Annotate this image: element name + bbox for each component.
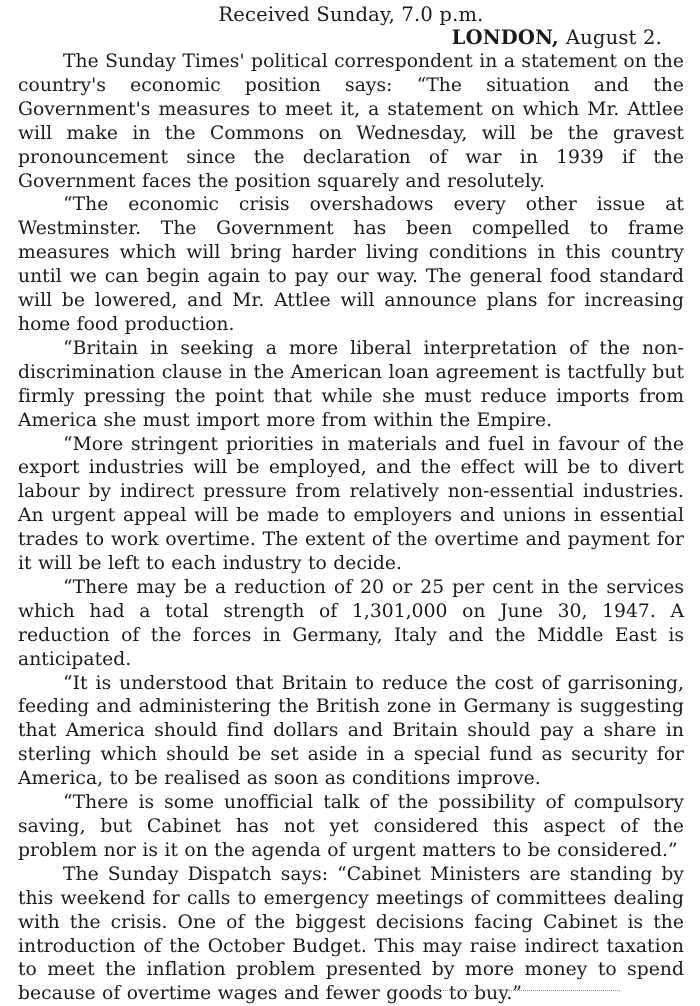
paragraph-8: The Sunday Dispatch says: “Cabinet Ministers are standing by this weekend for calls to emergency meetings of committees dealing with the crisis. One of the biggest decisions facing Cabinet is the introduction of the October Budget. This may raise indirect taxation to meet the inflation problem presented by more money to spend because of overtime wages and fewer goods to buy.” bbox=[18, 863, 684, 1005]
paragraph-5: “There may be a reduction of 20 or 25 per cent in the services which had a total strength of 1,301,000 on June 30, 1947. A reduction of the forces in Germany, Italy and the Middle East is anticipated. bbox=[18, 576, 684, 670]
paragraph-3: “Britain in seeking a more liberal interpretation of the non-discrimination clause in the American loan agreement is tactfully but firmly pressing the point that while she must reduce imports from America she must import more from within the Empire. bbox=[18, 337, 684, 431]
paragraph-4: “More stringent priorities in materials and fuel in favour of the export industries will be employed, and the effect will be to divert labour by indirect pressure from relatively non-essential industries. An urgent appeal will be made to employers and unions in essential trades to work overtime. The extent of the overtime and payment for it will be left to each industry to decide. bbox=[18, 433, 684, 575]
paragraph-2: “The economic crisis overshadows every other issue at Westminster. The Government has been compelled to frame measures which will bring harder living conditions in this country until we can begin again to pay our way. The general food standard will be lowered, and Mr. Attlee will announce plans for increasing home food production. bbox=[18, 194, 684, 335]
print-smudge bbox=[420, 990, 620, 994]
place-name: LONDON, bbox=[451, 26, 559, 49]
received-line: Received Sunday, 7.0 p.m. bbox=[218, 3, 484, 26]
news-column bbox=[18, 0, 684, 1006]
dateline-date: August 2. bbox=[565, 26, 662, 49]
paragraph-7: “There is some unofficial talk of the possibility of compulsory saving, but Cabinet has not yet considered this aspect of the problem nor is it on the agenda of urgent matters to be considered.” bbox=[18, 792, 684, 861]
paragraph-6: “It is understood that Britain to reduce the cost of garrisoning, feeding and administering the British zone in Germany is suggesting that America should find dollars and Britain should pay a share in sterling which should be set aside in a special fund as security for America, to be realised as soon as conditions improve. bbox=[18, 672, 684, 790]
dateline-place bbox=[18, 26, 684, 50]
paragraph-1: The Sunday Times' political correspondent in a statement on the country's economic position says: “The situation and the Government's measures to meet it, a statement on which Mr. Attlee will make in the Commons on Wednesday, will be the gravest pronouncement since the declaration of war in 1939 if the Government faces the position squarely and resolutely. bbox=[18, 51, 684, 192]
